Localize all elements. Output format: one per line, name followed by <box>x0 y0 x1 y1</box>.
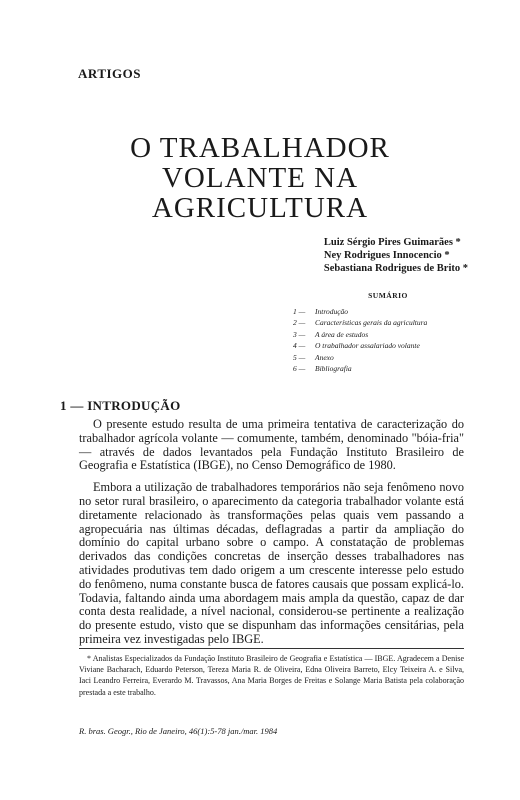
toc-item-label: A área de estudos <box>315 329 369 339</box>
body-text <box>79 418 464 655</box>
table-of-contents <box>293 291 473 374</box>
toc-item-number: 3 — <box>293 329 306 339</box>
author-name: Ney Rodrigues Innocencio * <box>323 250 450 261</box>
toc-item-label: Anexo <box>315 352 334 362</box>
author-list <box>324 236 468 275</box>
footnote-divider <box>79 648 464 649</box>
toc-title: SUMÁRIO <box>368 291 408 300</box>
toc-item-label: Bibliografia <box>315 364 352 374</box>
toc-item-label: Introdução <box>315 307 349 316</box>
title-line: VOLANTE NA <box>161 162 359 194</box>
toc-item-number: 5 — <box>293 352 306 362</box>
section-kicker: ARTIGOS <box>78 66 142 81</box>
toc-item <box>293 306 473 317</box>
toc-item-number: 4 — <box>293 341 306 351</box>
toc-item <box>293 352 473 363</box>
author-name: Sebastiana Rodrigues de Brito * <box>323 263 468 274</box>
journal-citation: R. bras. Geogr., Rio de Janeiro, 46(1):5-78 jan./mar. 1984 <box>79 726 278 736</box>
footnote-text: * Analistas Especializados da Fundação Instituto Brasileiro de Geografia e Estatística — IBGE. Agradecem a Denise Viviane Bacharach, Eduardo Peterson, Terezа Maria R. de Oliveira, Edna Oliveira Barreto, Elcy Teixeira A. e Silva, Iaci Leandro Ferreira, Everardo M. Travassos, Ana Maria Borges de Freitas e Solange Maria Batista pela colaboração prestada a este trabalho. <box>79 654 464 697</box>
section-heading: 1 — INTRODUÇÃO <box>60 398 181 413</box>
title-line: O TRABALHADOR <box>130 132 390 164</box>
footnote <box>79 653 464 698</box>
toc-item-number: 6 — <box>293 364 306 374</box>
paragraph: O presente estudo resulta de uma primeira tentativa de caracterização do trabalhador agrícola volante — comumente, também, denominado "bóia-fria" — através de dados levantados pela Fundação Instituto Brasileiro de Geografia e Estatística (IBGE), no Censo Demográfico de 1980. <box>79 417 464 473</box>
toc-item <box>293 340 473 351</box>
toc-item-number: 1 — <box>293 307 306 316</box>
author-name: Luiz Sérgio Pires Guimarães * <box>323 237 461 248</box>
toc-item <box>293 363 473 374</box>
article-title <box>0 133 520 223</box>
toc-item <box>293 317 473 328</box>
title-line: AGRICULTURA <box>151 192 369 224</box>
toc-item-label: O trabalhador assalariado volante <box>315 341 420 351</box>
toc-item-label: Características gerais da agricultura <box>315 318 428 328</box>
toc-item-number: 2 — <box>293 318 306 328</box>
paragraph: Embora a utilização de trabalhadores temporários não seja fenômeno novo no setor rural brasileiro, o aparecimento da categoria trabalhador volante está diretamente relacionado às transformações pelas quais vem passando a agropecuária nas últimas décadas, deflagradas a partir da ampliação do domínio do capital urbano sobre o campo. A constatação de problemas derivados das condições concretas de inserção desses trabalhadores nas atividades produtivas tem dado origem a um crescente interesse pelo estudo do fenômeno, numa constante busca de fatores causais que possam explicá-lo. Todavia, faltando ainda uma abordagem mais ampla da questão, capaz de dar conta desta realidade, a nível nacional, considerou-se pertinente a realização do presente estudo, visto que se dispunham das informações censitárias, pela primeira vez investigadas pelo IBGE. <box>79 480 464 646</box>
toc-item <box>293 329 473 340</box>
